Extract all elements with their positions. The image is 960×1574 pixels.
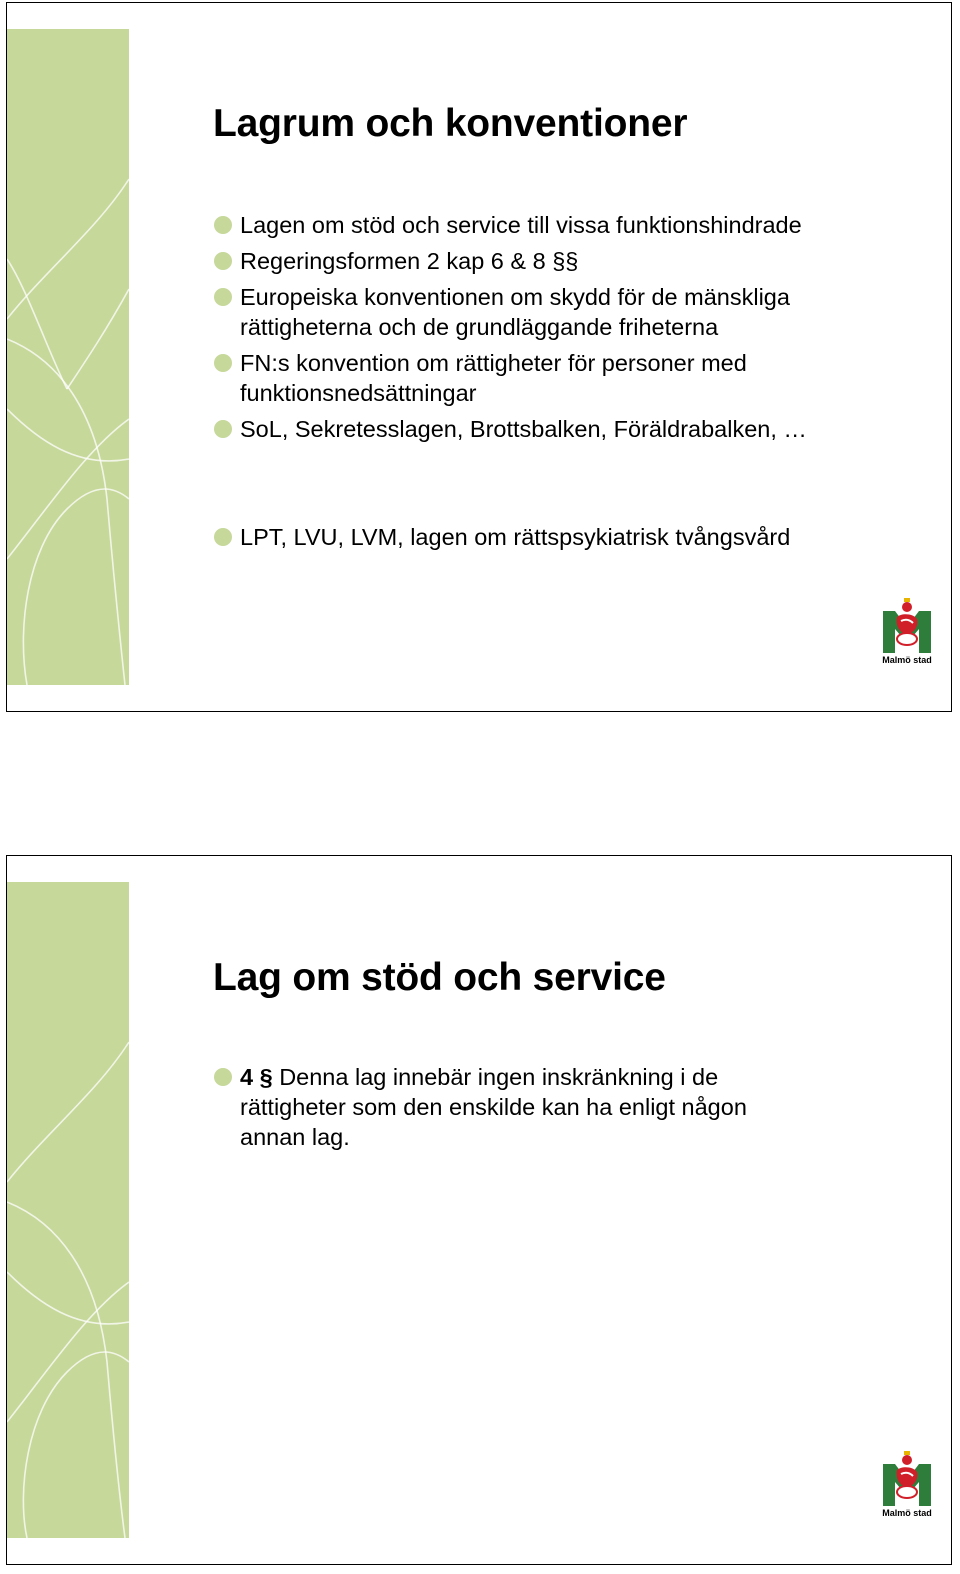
- bullet-text: Denna lag innebär ingen inskränkning i de: [272, 1064, 719, 1090]
- bullet-text: Regeringsformen 2 kap 6 & 8 §§: [240, 248, 579, 274]
- slide-title: Lagrum och konventioner: [213, 102, 688, 145]
- bullet-text-continued: annan lag.: [240, 1124, 350, 1150]
- sidebar-swirl-pattern: [7, 29, 129, 685]
- list-item: [213, 282, 933, 342]
- slide-2: [6, 855, 952, 1565]
- logo-text: Malmö stad: [882, 1508, 932, 1518]
- bullet-text: FN:s konvention om rättigheter för personer med: [240, 350, 747, 376]
- list-item: [213, 1062, 933, 1152]
- bullet-dot-icon: [214, 252, 232, 270]
- list-item: [213, 348, 933, 408]
- decorative-sidebar: [7, 29, 129, 685]
- malmo-coat-of-arms-icon: [879, 1450, 935, 1508]
- list-item: [213, 414, 933, 444]
- section-number: 4 §: [240, 1064, 273, 1090]
- bullet-text-continued: rättigheter som den enskilde kan ha enligt någon: [240, 1094, 747, 1120]
- bullet-text: Europeiska konventionen om skydd för de mänskliga: [240, 284, 790, 310]
- bullet-text: LPT, LVU, LVM, lagen om rättspsykiatrisk tvångsvård: [240, 524, 791, 550]
- list-item: [213, 210, 933, 240]
- bullet-dot-icon: [214, 288, 232, 306]
- bullet-dot-icon: [214, 420, 232, 438]
- bullet-text: Lagen om stöd och service till vissa funktionshindrade: [240, 212, 802, 238]
- slide-1: [6, 2, 952, 712]
- malmo-stad-logo: [879, 1450, 935, 1522]
- list-item: [213, 246, 933, 276]
- malmo-coat-of-arms-icon: [879, 597, 935, 655]
- bullet-dot-icon: [214, 528, 232, 546]
- bullet-list: [213, 210, 933, 552]
- bullet-dot-icon: [214, 1068, 232, 1086]
- bullet-list: [213, 1062, 933, 1152]
- bullet-text: SoL, Sekretesslagen, Brottsbalken, Föräldrabalken, …: [240, 416, 807, 442]
- bullet-text-continued: rättigheterna och de grundläggande friheterna: [240, 314, 719, 340]
- bullet-dot-icon: [214, 216, 232, 234]
- list-item: [213, 522, 933, 552]
- malmo-stad-logo: [879, 597, 935, 669]
- logo-text: Malmö stad: [882, 655, 932, 665]
- slide-title: Lag om stöd och service: [213, 956, 666, 999]
- sidebar-swirl-pattern: [7, 882, 129, 1538]
- bullet-text-continued: funktionsnedsättningar: [240, 380, 477, 406]
- decorative-sidebar: [7, 882, 129, 1538]
- bullet-dot-icon: [214, 354, 232, 372]
